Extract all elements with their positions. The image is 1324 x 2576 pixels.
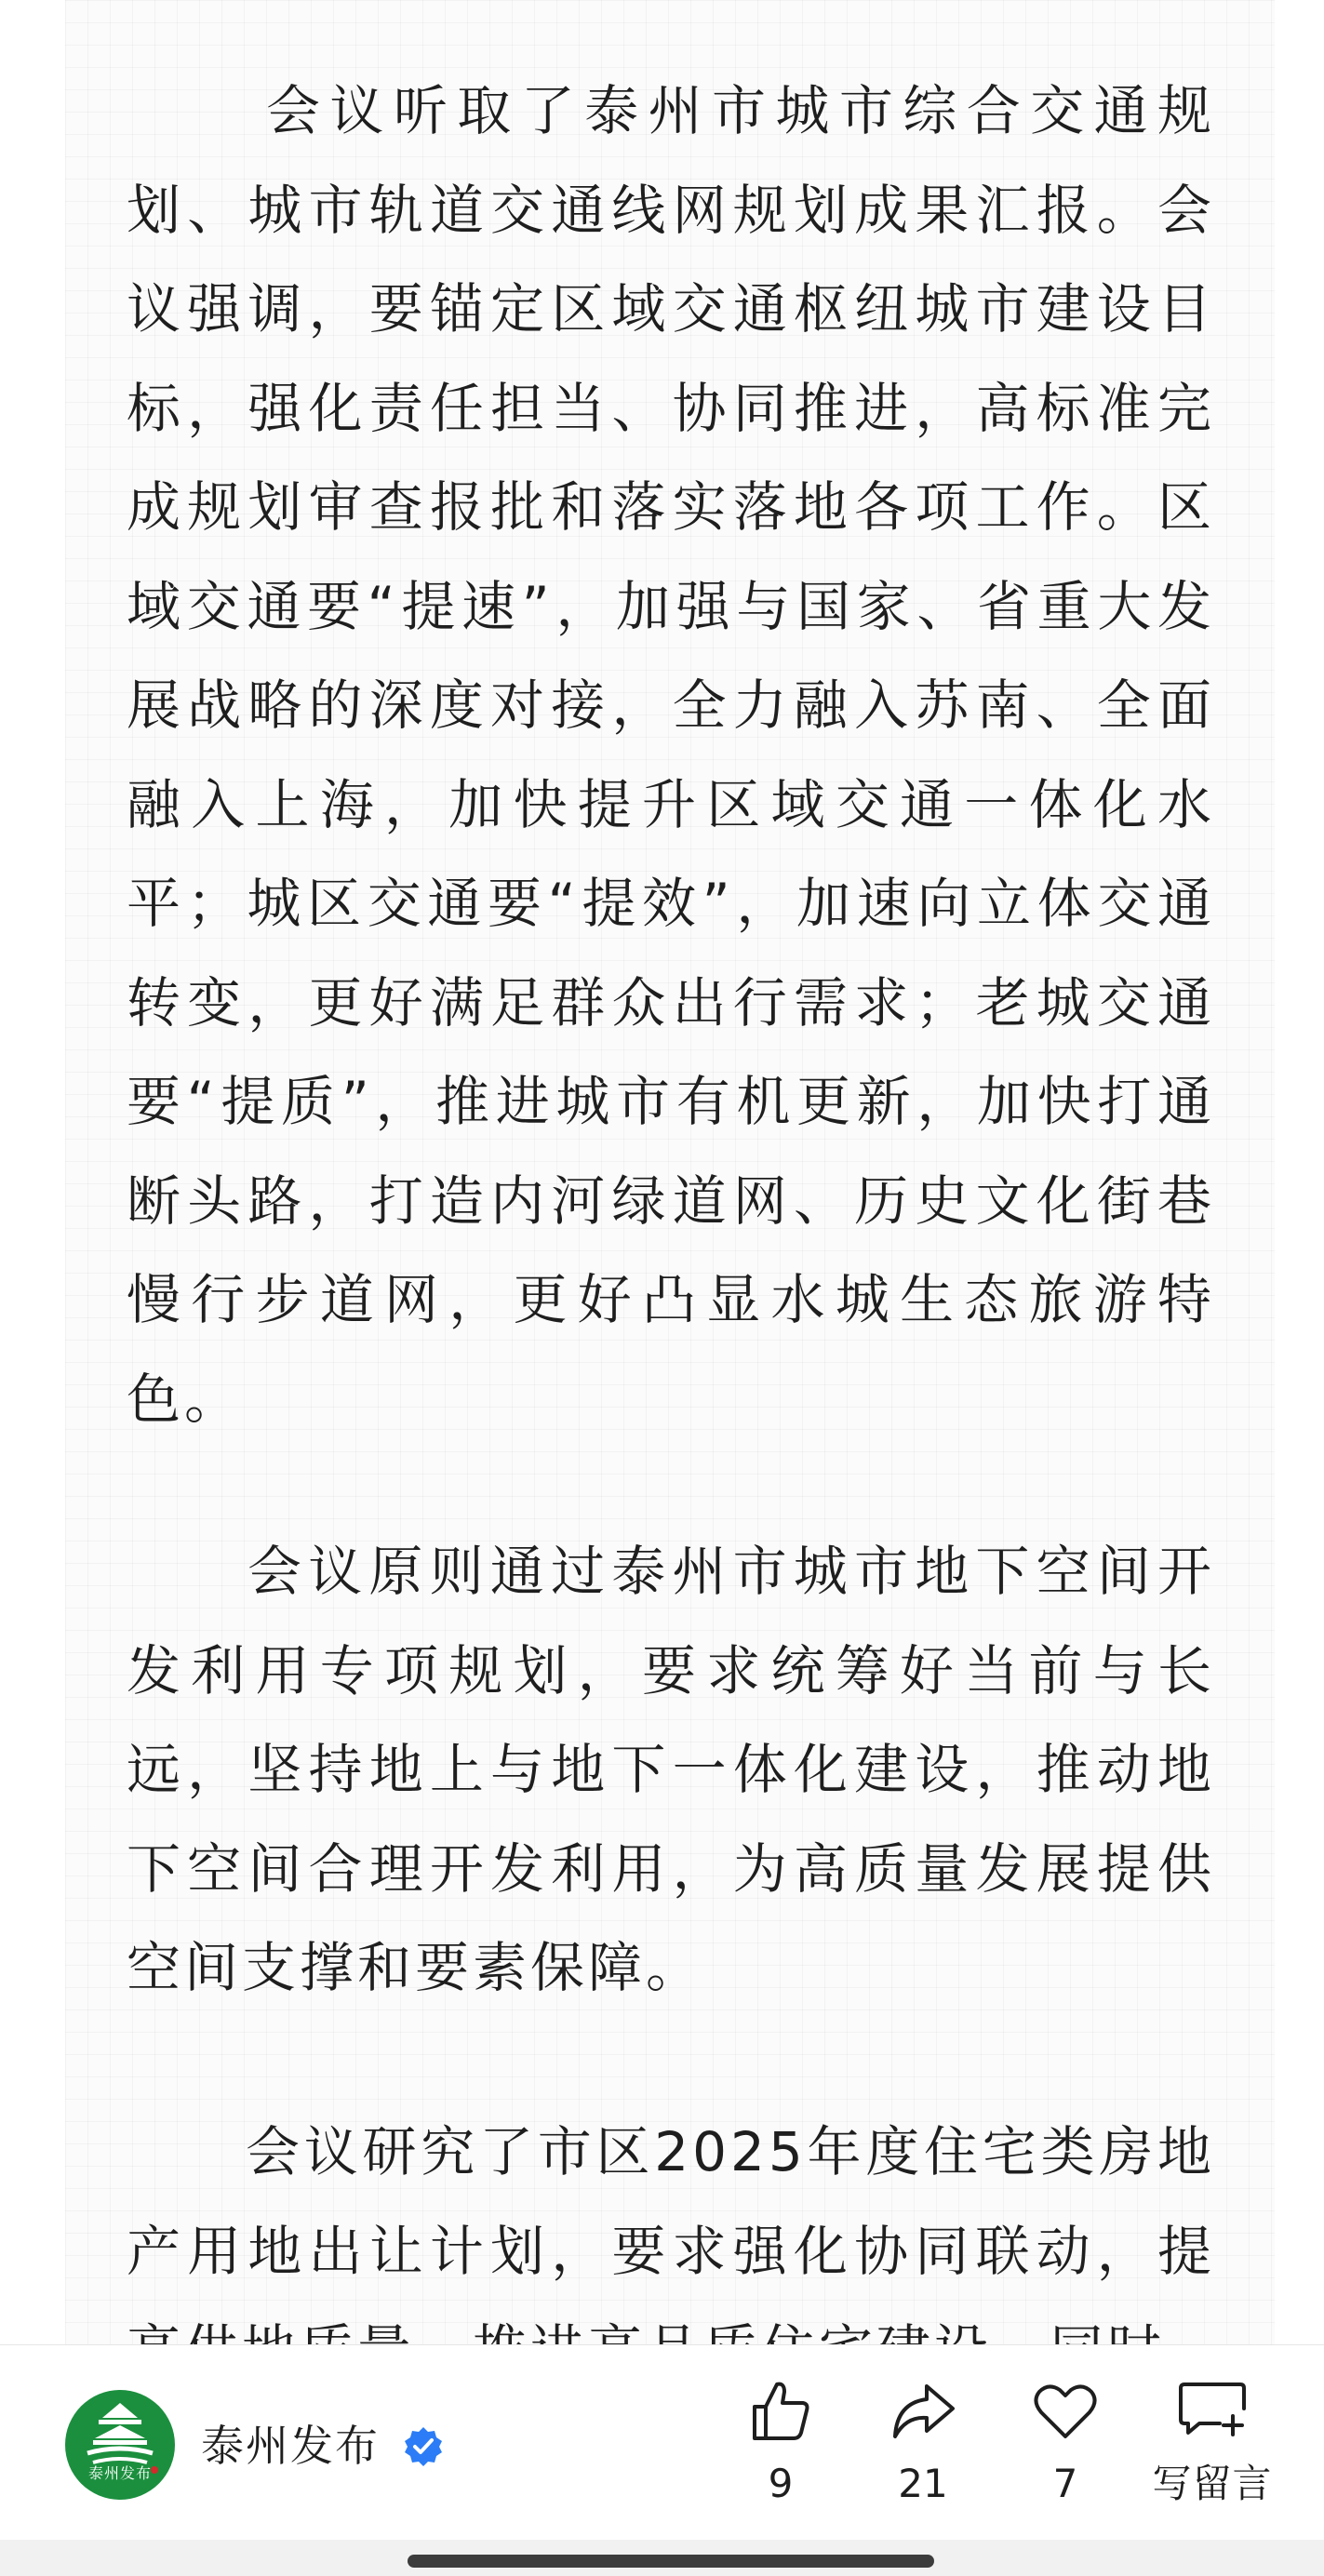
article-action-bar — [0, 2344, 1324, 2541]
favorite-button[interactable] — [996, 2373, 1135, 2531]
account-avatar[interactable] — [65, 2390, 175, 2500]
pagoda-logo-icon — [65, 2390, 175, 2500]
share-button[interactable] — [853, 2373, 993, 2531]
verified-badge-icon — [402, 2425, 445, 2468]
thumbs-up-icon — [743, 2373, 818, 2448]
article-paragraph-3: 会议研究了市区2025年度住宅类房地产用地出让计划，要求强化协同联动，提 — [127, 2120, 1215, 2283]
write-comment-button[interactable] — [1133, 2373, 1291, 2531]
like-button[interactable] — [711, 2373, 850, 2531]
write-comment-label: 写留言 — [1152, 2461, 1273, 2506]
logo-text: 泰州发布 — [87, 2464, 152, 2482]
comment-add-icon — [1175, 2373, 1250, 2448]
article-body — [65, 0, 1275, 2344]
system-navigation-area — [0, 2540, 1324, 2576]
article-paragraph-2: 会议原则通过泰州市城市地下空间开发利用专项规划，要求统筹好当前与长远，坚持地上与地下一体化建设，推动地下空间合理开发利用，为高质量发展提供空间支撑和要素保障。 — [127, 1540, 1215, 1999]
share-arrow-icon — [886, 2373, 960, 2448]
share-count: 21 — [898, 2461, 948, 2506]
article-paragraph-1: 会议听取了泰州市城市综合交通规划、城市轨道交通线网规划成果汇报。会议强调，要锚定区域交通枢纽城市建设目标，强化责任担当、协同推进，高标准完成规划审查报批和落实落地各项工作。区域交通要“提速”，加强与国家、省重大发展战略的深度对接，全力融入苏南、全面融入上海，加快提升区域交通一体化水平；城区交通要“提效”，加速向立体交通转变，更好满足群众出行需求；老城交通要“提质”，推进城市有机更新，加快打通断头路，打造内河绿道网、历史文化街巷慢行步道网，更好凸显水城生态旅游特色。 — [127, 79, 1215, 1431]
favorite-count: 7 — [1052, 2461, 1078, 2506]
heart-icon — [1028, 2373, 1103, 2448]
home-indicator[interactable] — [408, 2555, 934, 2568]
account-name[interactable]: 泰州发布 — [201, 2421, 380, 2471]
like-count: 9 — [768, 2461, 794, 2506]
